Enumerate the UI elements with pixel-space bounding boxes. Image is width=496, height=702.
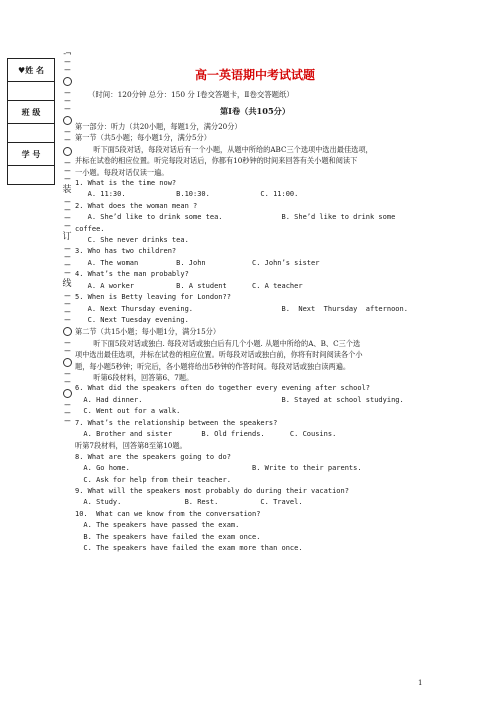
- text-line: 7. What’s the relationship between the speakers?: [75, 418, 278, 427]
- text-line: 一小题。每段对话仅读一遍。: [75, 167, 169, 177]
- binding-char-ding: 订: [62, 232, 72, 242]
- text-line: A. Study. B. Rest. C. Travel.: [75, 498, 303, 507]
- binding-circle: [63, 77, 72, 86]
- text-line: C. The speakers have failed the exam more than once.: [75, 544, 303, 553]
- text-line: 5. When is Betty leaving for London??: [75, 293, 231, 302]
- text-line: 题，每小题5秒钟；听完后，各小题将给出5秒钟的作答时间。每段对话或独白读两遍。: [75, 361, 351, 371]
- text-line: A. Had dinner. B. Stayed at school studying.: [75, 395, 404, 404]
- text-line: A. 11:30. B.10:30. C. 11:00.: [75, 190, 299, 199]
- student-id-blank: [8, 166, 55, 185]
- text-line: coffee.: [75, 224, 105, 233]
- text-line: 9. What will the speakers most probably do during their vacation?: [75, 487, 349, 495]
- student-id-label: 学 号: [8, 143, 55, 166]
- text-line: 听第6段材料，回答第6、7题。: [75, 372, 194, 382]
- student-info-table: [7, 58, 55, 185]
- text-line: A. She’d like to drink some tea. B. She’d like to drink some: [75, 213, 396, 222]
- text-line: A. Next Thursday evening. B. Next Thursday afternoon.: [75, 304, 408, 313]
- text-line: 8. What are the speakers going to do?: [75, 452, 231, 461]
- text-line: A. The woman B. John C. John’s sister: [75, 258, 320, 267]
- exam-title: 高一英语期中考试试题: [194, 68, 315, 82]
- text-line: A. Go home. B. Write to their parents.: [75, 464, 362, 473]
- binding-circle: [63, 389, 72, 398]
- exam-content: [75, 66, 435, 554]
- binding-char-zhuang: 装: [62, 185, 72, 195]
- page-number: 1: [418, 679, 423, 687]
- text-line: 4. What’s the man probably?: [75, 270, 189, 279]
- text-line: C. She never drinks tea.: [75, 236, 189, 245]
- text-line: C. Next Tuesday evening.: [75, 315, 189, 324]
- text-line: 并标在试卷的相应位置。听完每段对话后，你都有10秒钟的时间来回答有关小题和阅读下: [75, 156, 358, 166]
- text-line: 听下面5段对话或独白. 每段对话或独白后有几个小题. 从题中所给的A、B、C三个选: [75, 338, 361, 348]
- binding-circle: [63, 327, 72, 336]
- text-line: 1. What is the time now?: [75, 179, 177, 188]
- name-blank: [8, 82, 55, 101]
- text-line: A. A worker B. A student C. A teacher: [75, 281, 303, 290]
- text-line: 听下面5段对话，每段对话后有一个小题，从题中所给的ABC三个选项中选出最佳选项，: [75, 144, 373, 154]
- text-line: C. Went out for a walk.: [75, 407, 181, 416]
- text-line: 10. What can we know from the conversation?: [75, 509, 261, 518]
- text-line: 第二节（共15小题；每小题1分，满分15分）: [75, 327, 221, 337]
- class-blank: [8, 124, 55, 143]
- text-line: 第一部分：听力（共20小题，每题1分，满分20分）: [75, 122, 242, 131]
- text-line: 第一节（共5小题；每小题1分，满分5分）: [75, 133, 211, 143]
- text-line: C. Ask for help from their teacher.: [75, 475, 231, 484]
- binding-char-xian: 线: [62, 279, 72, 289]
- binding-seal-line: -¬ --- --- --- --- --- --- --- --- --- --- 装 --- --- --- --- 订 --- --- --- --- 线 --- --- --- --- --- --- --- --- --- --- ---: [60, 50, 74, 540]
- text-line: 2. What does the woman mean ?: [75, 201, 198, 210]
- class-label: 班 级: [8, 101, 55, 124]
- section-heading: 第Ⅰ卷（共105分）: [219, 106, 291, 116]
- exam-meta: （时间：120分钟 总分：150 分 Ⅰ卷交答题卡，Ⅱ卷交答题纸）: [88, 90, 294, 99]
- binding-circle: [63, 147, 72, 156]
- question-lines: [75, 121, 435, 554]
- text-line: A. The speakers have passed the exam.: [75, 521, 240, 530]
- text-line: 听第7段材料，回答第8至第10题。: [75, 441, 187, 451]
- text-line: A. Brother and sister B. Old friends. C. Cousins.: [75, 429, 337, 438]
- text-line: 6. What did the speakers often do together every evening after school?: [75, 384, 371, 393]
- text-line: B. The speakers have failed the exam once.: [75, 532, 261, 541]
- binding-circle: [63, 116, 72, 125]
- name-label: ♥姓 名: [8, 59, 55, 82]
- text-line: 3. Who has two children?: [75, 247, 177, 256]
- binding-circle: [63, 358, 72, 367]
- text-line: 项中选出最佳选项，并标在试卷的相应位置。听每段对话或独白前，你将有时间阅读各个小: [75, 350, 363, 360]
